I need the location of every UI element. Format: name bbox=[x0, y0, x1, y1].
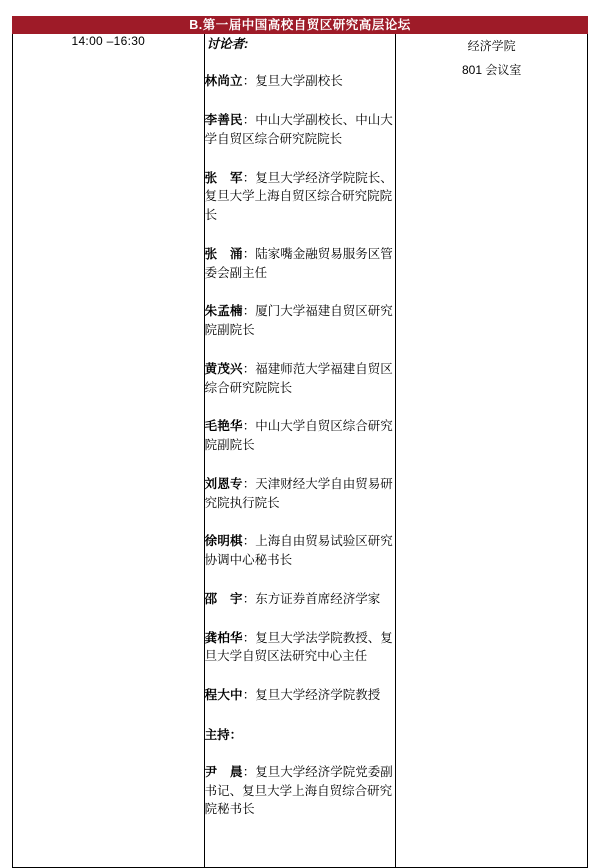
list-item bbox=[205, 686, 396, 705]
list-item bbox=[205, 763, 396, 819]
name-separator: ： bbox=[242, 630, 256, 645]
session-row bbox=[13, 34, 588, 868]
name-separator: ： bbox=[242, 591, 256, 606]
list-item bbox=[205, 169, 396, 225]
person-name: 尹 晨 bbox=[204, 764, 243, 779]
person-name: 林尚立 bbox=[204, 74, 243, 89]
name-separator: ： bbox=[242, 534, 256, 549]
person-name: 邵 宇 bbox=[204, 591, 243, 606]
person-title: 复旦大学副校长 bbox=[255, 74, 343, 89]
person-name: 程大中 bbox=[204, 688, 243, 702]
person-title: 中山大学自贸区综合研究院副院长 bbox=[204, 419, 393, 452]
person-name: 徐明棋 bbox=[204, 534, 243, 549]
session-room bbox=[396, 34, 588, 868]
name-separator: ： bbox=[242, 113, 256, 127]
person-name: 朱孟楠 bbox=[204, 304, 243, 319]
person-name: 毛艳华 bbox=[204, 419, 243, 434]
list-item bbox=[205, 590, 396, 609]
schedule-table bbox=[12, 16, 588, 868]
person-name: 黄茂兴 bbox=[204, 361, 243, 376]
room-building: 经济学院 bbox=[467, 39, 516, 54]
name-separator: ： bbox=[242, 419, 256, 434]
room-number: 801 会议室 bbox=[461, 63, 522, 78]
session-time: 14:00 –16:30 bbox=[13, 34, 205, 868]
cell-bottom-padding bbox=[205, 839, 396, 867]
host-label: 主持： bbox=[204, 727, 243, 742]
name-separator: ： bbox=[242, 170, 256, 185]
name-separator: ： bbox=[242, 361, 256, 376]
session-details bbox=[204, 34, 396, 868]
person-title: 中山大学副校长、中山大学自贸区综合研究院院长 bbox=[204, 113, 393, 146]
person-title: 天津财经大学自由贸易研究院执行院长 bbox=[204, 476, 393, 510]
list-item bbox=[205, 72, 396, 91]
list-item bbox=[205, 417, 396, 455]
list-item bbox=[205, 245, 396, 283]
list-item bbox=[205, 475, 396, 513]
person-title: 复旦大学法学院教授、复旦大学自贸区法研究中心主任 bbox=[204, 630, 393, 664]
session-banner bbox=[13, 17, 588, 34]
banner-row bbox=[13, 17, 588, 34]
person-title: 上海自由贸易试验区研究协调中心秘书长 bbox=[204, 534, 393, 567]
list-item bbox=[205, 629, 396, 667]
name-separator: ： bbox=[242, 688, 256, 702]
discussants-label: 讨论者: bbox=[206, 37, 249, 52]
name-separator: ： bbox=[242, 764, 256, 779]
person-title: 福建师范大学福建自贸区综合研究院院长 bbox=[204, 361, 393, 395]
name-separator: ： bbox=[242, 476, 256, 491]
person-name: 刘恩专 bbox=[204, 476, 243, 491]
person-name: 张 涌 bbox=[204, 246, 243, 261]
name-separator: ： bbox=[242, 246, 256, 261]
list-item bbox=[205, 360, 396, 398]
person-title: 复旦大学经济学院院长、复旦大学上海自贸区综合研究院院长 bbox=[204, 170, 393, 222]
person-name: 李善民 bbox=[204, 113, 243, 127]
person-title: 陆家嘴金融贸易服务区管委会副主任 bbox=[204, 246, 393, 280]
person-title: 复旦大学经济学院党委副书记、复旦大学上海自贸综合研究院秘书长 bbox=[204, 764, 393, 817]
person-name: 张 军 bbox=[204, 170, 243, 185]
list-item bbox=[205, 111, 396, 149]
person-title: 东方证券首席经济学家 bbox=[255, 591, 381, 606]
name-separator: ： bbox=[242, 74, 256, 89]
list-item bbox=[205, 532, 396, 570]
person-title: 厦门大学福建自贸区研究院副院长 bbox=[204, 304, 393, 337]
person-title: 复旦大学经济学院教授 bbox=[255, 688, 381, 702]
list-item bbox=[205, 302, 396, 340]
person-name: 龚柏华 bbox=[204, 630, 243, 645]
session-banner-title: B.第一届中国高校自贸区研究高层论坛 bbox=[189, 18, 411, 32]
name-separator: ： bbox=[242, 304, 256, 319]
